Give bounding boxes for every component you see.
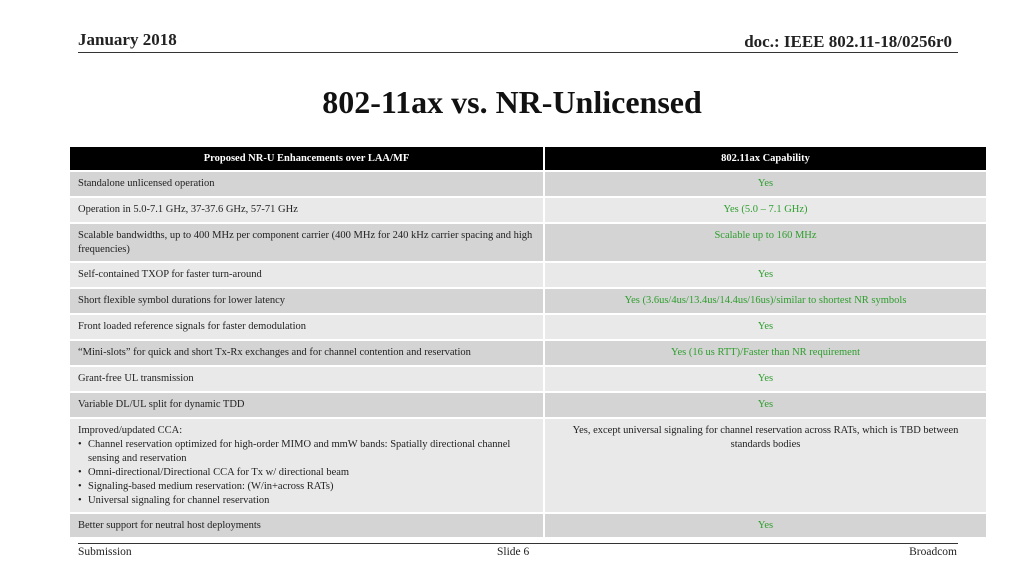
capability-cell: Yes: [544, 366, 986, 392]
feature-cell: “Mini-slots” for quick and short Tx-Rx exchanges and for channel contention and reservation: [70, 340, 544, 366]
col-header-11ax: 802.11ax Capability: [544, 147, 986, 171]
feature-cell: Better support for neutral host deployments: [70, 513, 544, 537]
table-row: [70, 340, 986, 366]
feature-cell-cca: [70, 418, 544, 513]
capability-cell: Yes (5.0 – 7.1 GHz): [544, 197, 986, 223]
capability-cell: Yes (16 us RTT)/Faster than NR requirement: [544, 340, 986, 366]
footer-slide-number: Slide 6: [497, 546, 530, 558]
footer-divider: [78, 543, 958, 544]
feature-cell: Grant-free UL transmission: [70, 366, 544, 392]
table-row: [70, 513, 986, 537]
table-header-row: [70, 147, 986, 171]
capability-cell: Yes: [544, 314, 986, 340]
table-row: [70, 262, 986, 288]
table-row: [70, 288, 986, 314]
capability-cell: Yes: [544, 392, 986, 418]
capability-cell: Yes (3.6us/4us/13.4us/14.4us/16us)/similar to shortest NR symbols: [544, 288, 986, 314]
table-row: [70, 366, 986, 392]
cca-heading: Improved/updated CCA:: [78, 425, 183, 436]
footer-submission: Submission: [78, 546, 132, 558]
footer-company: Broadcom: [909, 546, 957, 558]
feature-cell: Variable DL/UL split for dynamic TDD: [70, 392, 544, 418]
table-row: [70, 314, 986, 340]
table-row: [70, 392, 986, 418]
header-doc-id: doc.: IEEE 802.11-18/0256r0: [744, 32, 952, 51]
capability-cell: Yes: [544, 262, 986, 288]
slide-title: 802-11ax vs. NR-Unlicensed: [322, 84, 702, 120]
feature-cell: Operation in 5.0-7.1 GHz, 37-37.6 GHz, 57-71 GHz: [70, 197, 544, 223]
capability-cell: Scalable up to 160 MHz: [544, 223, 986, 262]
capability-cell: Yes: [544, 171, 986, 197]
table-row: [70, 223, 986, 262]
feature-cell: Standalone unlicensed operation: [70, 171, 544, 197]
table-row: [70, 197, 986, 223]
header-divider: [78, 52, 958, 53]
table-row-cca: [70, 418, 986, 513]
capability-cell: Yes: [544, 513, 986, 537]
capability-cell: Yes, except universal signaling for channel reservation across RATs, which is TBD between standards bodies: [544, 418, 986, 513]
feature-cell: Self-contained TXOP for faster turn-around: [70, 262, 544, 288]
cca-bullet: • Universal signaling for channel reservation: [78, 494, 535, 508]
col-header-nru: Proposed NR-U Enhancements over LAA/MF: [70, 147, 544, 171]
feature-cell: Scalable bandwidths, up to 400 MHz per component carrier (400 MHz for 240 kHz carrier spacing and high frequencies): [70, 223, 544, 262]
cca-bullet: • Signaling-based medium reservation: (W/in+across RATs): [78, 480, 535, 494]
cca-bullet: • Channel reservation optimized for high-order MIMO and mmW bands: Spatially directional channel sensing and reservation: [78, 438, 535, 466]
comparison-table: [70, 147, 986, 537]
cca-bullet-list: [78, 438, 535, 508]
feature-cell: Front loaded reference signals for faster demodulation: [70, 314, 544, 340]
table-row: [70, 171, 986, 197]
cca-bullet: • Omni-directional/Directional CCA for Tx w/ directional beam: [78, 466, 535, 480]
header-date: January 2018: [78, 30, 177, 49]
feature-cell: Short flexible symbol durations for lower latency: [70, 288, 544, 314]
